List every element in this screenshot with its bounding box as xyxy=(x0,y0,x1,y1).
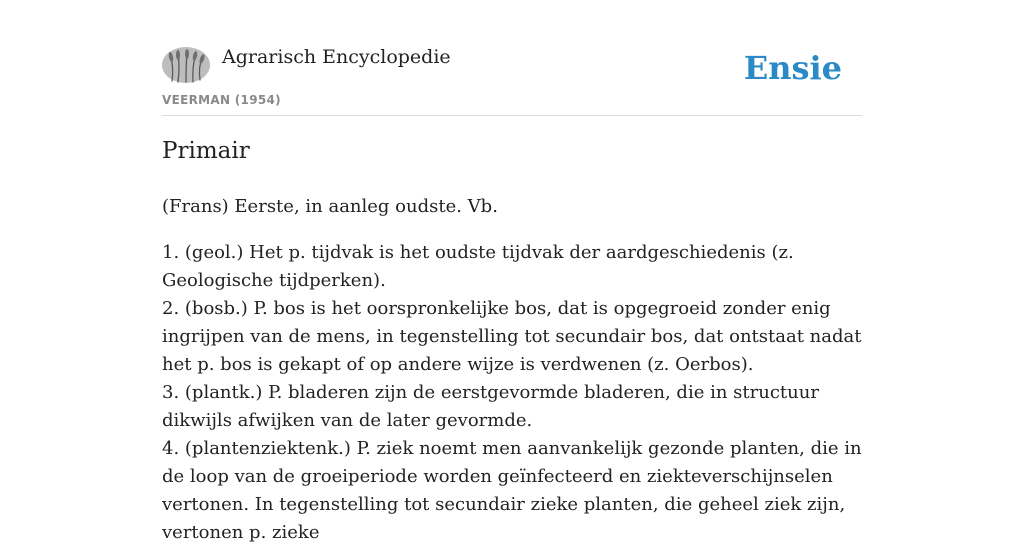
wheat-icon[interactable] xyxy=(162,47,210,83)
definition-item: 4. (plantenziektenk.) P. ziek noemt men aanvankelijk gezonde planten, die in de loop van de groeiperiode worden geïnfecteerd en ziekteverschijnselen vertonen. In tegenstelling tot secundair zieke planten, die geheel ziek zijn, vertonen p. zieke xyxy=(162,438,862,543)
page xyxy=(162,0,862,543)
definitions-list xyxy=(162,239,862,547)
entry-intro: (Frans) Eerste, in aanleg oudste. Vb. xyxy=(162,196,498,217)
header xyxy=(162,0,862,116)
publication-author: VEERMAN (1954) xyxy=(162,93,281,107)
definition-item: 2. (bosb.) P. bos is het oorspronkelijke bos, dat is opgegroeid zonder enig ingrijpen van de mens, in tegenstelling tot secundair bos, dat ontstaat nadat het p. bos is gekapt of op andere wijze is verdwenen (z. Oerbos). xyxy=(162,298,862,375)
definition-item: 3. (plantk.) P. bladeren zijn de eerstgevormde bladeren, die in structuur dikwijls afwijken van de later gevormde. xyxy=(162,382,819,431)
definition-item: 1. (geol.) Het p. tijdvak is het oudste tijdvak der aardgeschiedenis (z. Geologische tijdperken). xyxy=(162,242,794,291)
publication-title[interactable]: Agrarisch Encyclopedie xyxy=(222,46,451,68)
entry-title: Primair xyxy=(162,138,250,164)
brand-logo[interactable]: Ensie xyxy=(743,49,842,87)
